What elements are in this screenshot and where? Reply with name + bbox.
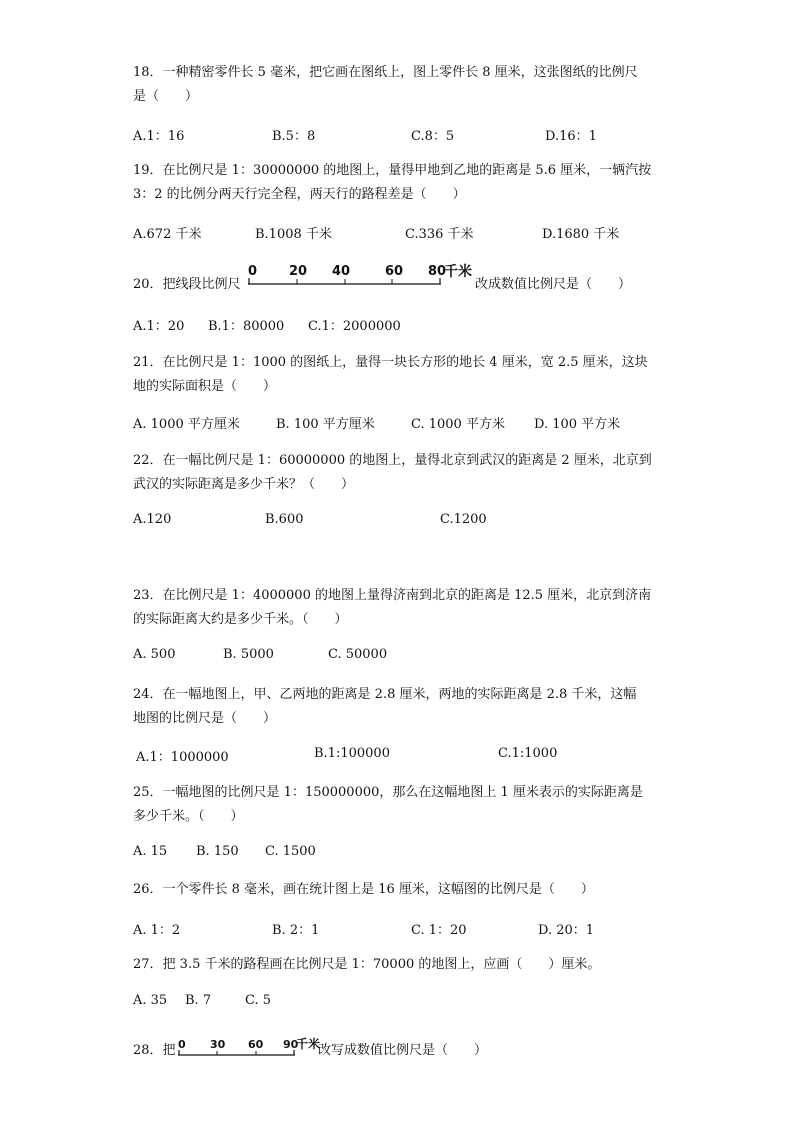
question-text: 3：2 的比例分两天行完全程，两天行的路程差是（ ） — [133, 187, 466, 202]
question-23 — [133, 584, 678, 632]
question-25 — [133, 781, 678, 829]
option-c[interactable]: C. 1000 平方米 — [411, 417, 505, 432]
option-b[interactable]: B. 150 — [196, 844, 239, 859]
option-a[interactable]: A.1：16 — [133, 129, 185, 144]
option-b[interactable]: B. 7 — [185, 993, 212, 1008]
question-text: 20．把线段比例尺 — [133, 277, 241, 292]
option-c[interactable]: C.336 千米 — [405, 227, 474, 242]
question-19 — [133, 159, 678, 207]
option-c[interactable]: C.8：5 — [411, 129, 455, 144]
question-24 — [133, 683, 678, 731]
question-text: 多少千米。（ ） — [133, 809, 244, 824]
option-a[interactable]: A.672 千米 — [133, 227, 202, 242]
option-b[interactable]: B.1：80000 — [208, 319, 285, 334]
question-text: 18．一种精密零件长 5 毫米，把它画在图纸上，图上零件长 8 厘米，这张图纸的比例尺 — [133, 65, 638, 80]
option-a[interactable]: A. 15 — [133, 844, 168, 859]
question-text: 武汉的实际距离是多少千米？（ ） — [133, 477, 355, 492]
option-a[interactable]: A. 500 — [133, 647, 176, 662]
option-c[interactable]: C. 1500 — [265, 844, 316, 859]
line-segment-scale — [175, 1034, 320, 1064]
scale-label: 60 — [385, 264, 404, 279]
option-c[interactable]: C.1:1000 — [498, 746, 558, 761]
option-b[interactable]: B.600 — [265, 512, 304, 527]
question-text: 地的实际面积是（ ） — [133, 379, 277, 394]
question-20 — [133, 260, 678, 294]
option-a[interactable]: A.1：1000000 — [136, 750, 229, 765]
option-c[interactable]: C. 50000 — [328, 647, 388, 662]
question-text: 25．一幅地图的比例尺是 1：150000000，那么在这幅地图上 1 厘米表示的实际距离是 — [133, 785, 643, 800]
question-26 — [133, 878, 678, 902]
question-text: 27．把 3.5 千米的路程画在比例尺是 1：70000 的地图上，应画（ ）厘米。 — [133, 957, 601, 972]
option-d[interactable]: D.1680 千米 — [542, 227, 620, 242]
question-text: 地图的比例尺是（ ） — [133, 711, 277, 726]
question-28 — [133, 1034, 678, 1064]
question-22 — [133, 449, 678, 497]
question-text: 28．把 — [133, 1043, 176, 1058]
scale-label: 20 — [289, 264, 308, 279]
scale-label: 90 — [283, 1038, 299, 1051]
scale-label: 0 — [178, 1038, 186, 1051]
option-a[interactable]: A. 35 — [133, 993, 168, 1008]
option-c[interactable]: C.1：2000000 — [308, 319, 401, 334]
question-text: 的实际距离大约是多少千米。（ ） — [133, 612, 348, 627]
scale-label: 30 — [210, 1038, 226, 1051]
option-d[interactable]: D. 100 平方米 — [534, 417, 621, 432]
option-c[interactable]: C. 5 — [245, 993, 272, 1008]
scale-unit: 千米 — [444, 264, 472, 280]
scale-unit: 千米 — [296, 1037, 320, 1051]
question-text: 是（ ） — [133, 89, 199, 104]
option-c[interactable]: C. 1：20 — [411, 923, 467, 938]
option-b[interactable]: B. 100 平方厘米 — [276, 417, 375, 432]
option-d[interactable]: D.16：1 — [545, 129, 597, 144]
question-text: 改成数值比例尺是（ ） — [475, 277, 632, 292]
question-text: 24．在一幅地图上，甲、乙两地的距离是 2.8 厘米，两地的实际距离是 2.8 千米，这幅 — [133, 687, 637, 702]
option-c[interactable]: C.1200 — [440, 512, 487, 527]
question-text: 23．在比例尺是 1：4000000 的地图上量得济南到北京的距离是 12.5 厘米，北京到济南 — [133, 588, 652, 603]
option-b[interactable]: B.5：8 — [272, 129, 316, 144]
question-text: 22．在一幅比例尺是 1：60000000 的地图上，量得北京到武汉的距离是 2 厘米，北京到 — [133, 453, 652, 468]
question-21 — [133, 351, 678, 399]
question-text: 改写成数值比例尺是（ ） — [318, 1043, 488, 1058]
scale-label: 40 — [332, 264, 351, 279]
option-d[interactable]: D. 20：1 — [538, 923, 595, 938]
option-a[interactable]: A.1：20 — [133, 319, 185, 334]
option-b[interactable]: B. 2：1 — [272, 923, 320, 938]
scale-label: 0 — [248, 264, 258, 279]
scale-label: 60 — [248, 1038, 264, 1051]
option-b[interactable]: B.1008 千米 — [255, 227, 332, 242]
question-text: 26．一个零件长 8 毫米，画在统计图上是 16 厘米，这幅图的比例尺是（ ） — [133, 882, 594, 897]
option-a[interactable]: A.120 — [133, 512, 172, 527]
option-a[interactable]: A. 1000 平方厘米 — [133, 417, 240, 432]
option-b[interactable]: B.1:100000 — [314, 746, 390, 761]
question-text: 21．在比例尺是 1：1000 的图纸上，量得一块长方形的地长 4 厘米，宽 2.5 厘米，这块 — [133, 355, 648, 370]
option-a[interactable]: A. 1：2 — [133, 923, 181, 938]
question-18 — [133, 61, 678, 109]
line-segment-scale — [246, 260, 478, 294]
scale-label: 80 — [428, 264, 447, 279]
option-b[interactable]: B. 5000 — [223, 647, 274, 662]
question-27 — [133, 953, 678, 977]
question-text: 19．在比例尺是 1：30000000 的地图上，量得甲地到乙地的距离是 5.6 厘米，一辆汽按 — [133, 163, 652, 178]
